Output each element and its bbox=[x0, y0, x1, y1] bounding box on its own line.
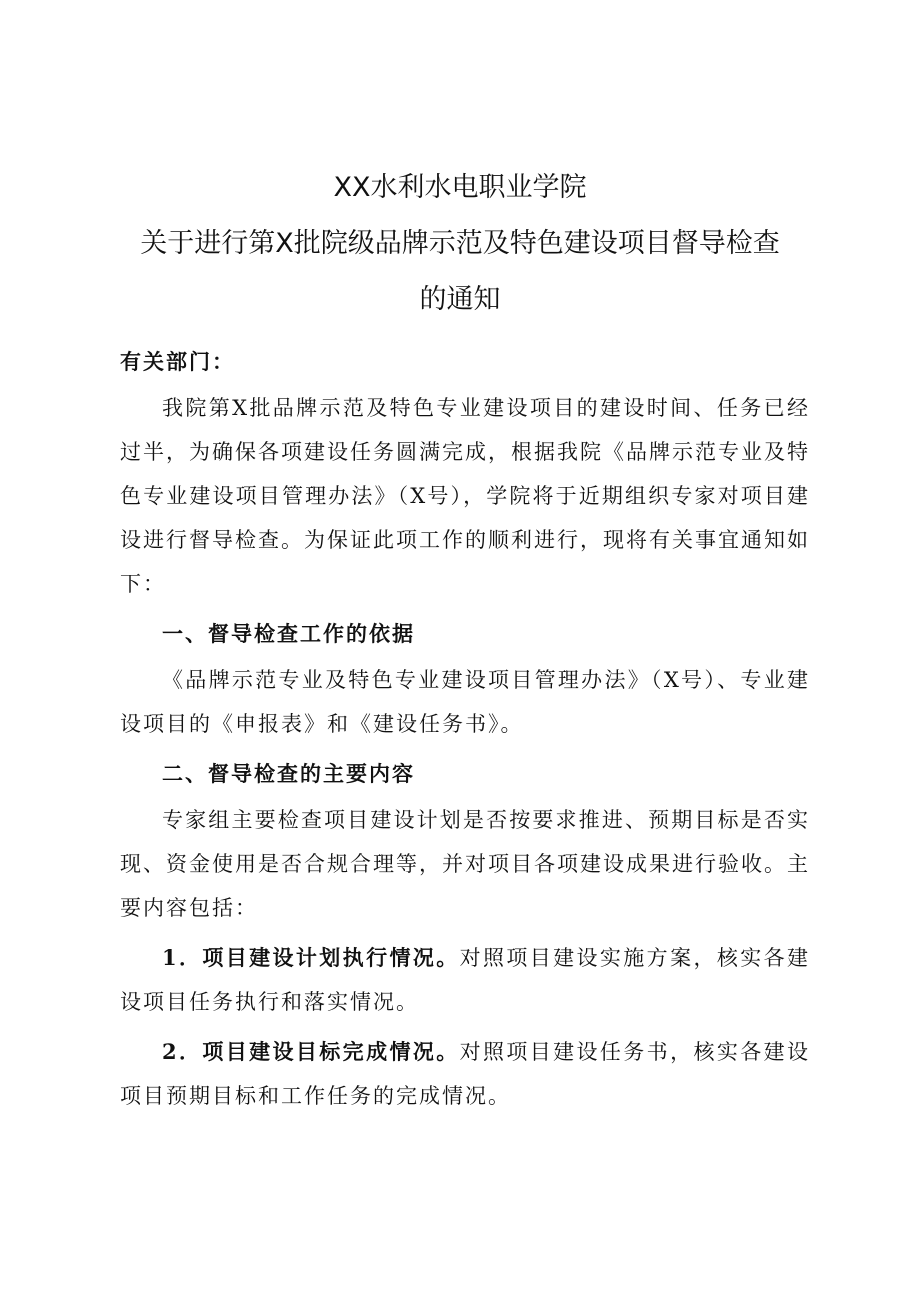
intro-paragraph: 我院第X批品牌示范及特色专业建设项目的建设时间、任务已经过半，为确保各项建设任务圆满完成，根据我院《品牌示范专业及特色专业建设项目管理办法》（X号），学院将于近期组织专家对项目建设进行督导检查。为保证此项工作的顺利进行，现将有关事宜通知如下： bbox=[120, 396, 810, 596]
item-2-text: 对照项目建设任务书，核实各建设项目预期目标和工作任务的完成情况。 bbox=[120, 1040, 810, 1108]
section-1-heading: 一、督导检查工作的依据 bbox=[162, 621, 415, 646]
title-line-3: 的通知 bbox=[419, 284, 501, 315]
item-1-text: 对照项目建设实施方案，核实各建设项目任务执行和落实情况。 bbox=[120, 946, 810, 1014]
section-2-heading: 二、督导检查的主要内容 bbox=[162, 761, 415, 786]
item-2-paragraph bbox=[120, 1030, 810, 1118]
section-2-paragraph: 专家组主要检查项目建设计划是否按要求推进、预期目标是否实现、资金使用是否合规合理等，并对项目各项建设成果进行验收。主要内容包括： bbox=[120, 808, 810, 920]
section-1-paragraph: 《品牌示范专业及特色专业建设项目管理办法》（X号）、专业建设项目的《申报表》和《建设任务书》。 bbox=[120, 668, 810, 736]
title-line-2: 关于进行第X批院级品牌示范及特色建设项目督导检查 bbox=[140, 228, 780, 259]
document-title bbox=[0, 160, 920, 328]
item-2-lead: 2．项目建设目标完成情况。 bbox=[162, 1039, 460, 1064]
item-1-paragraph bbox=[120, 936, 810, 1024]
document-body bbox=[120, 340, 810, 1118]
salutation: 有关部门： bbox=[120, 349, 235, 374]
item-1-lead: 1．项目建设计划执行情况。 bbox=[162, 945, 460, 970]
title-line-1: XX水利水电职业学院 bbox=[333, 172, 587, 203]
